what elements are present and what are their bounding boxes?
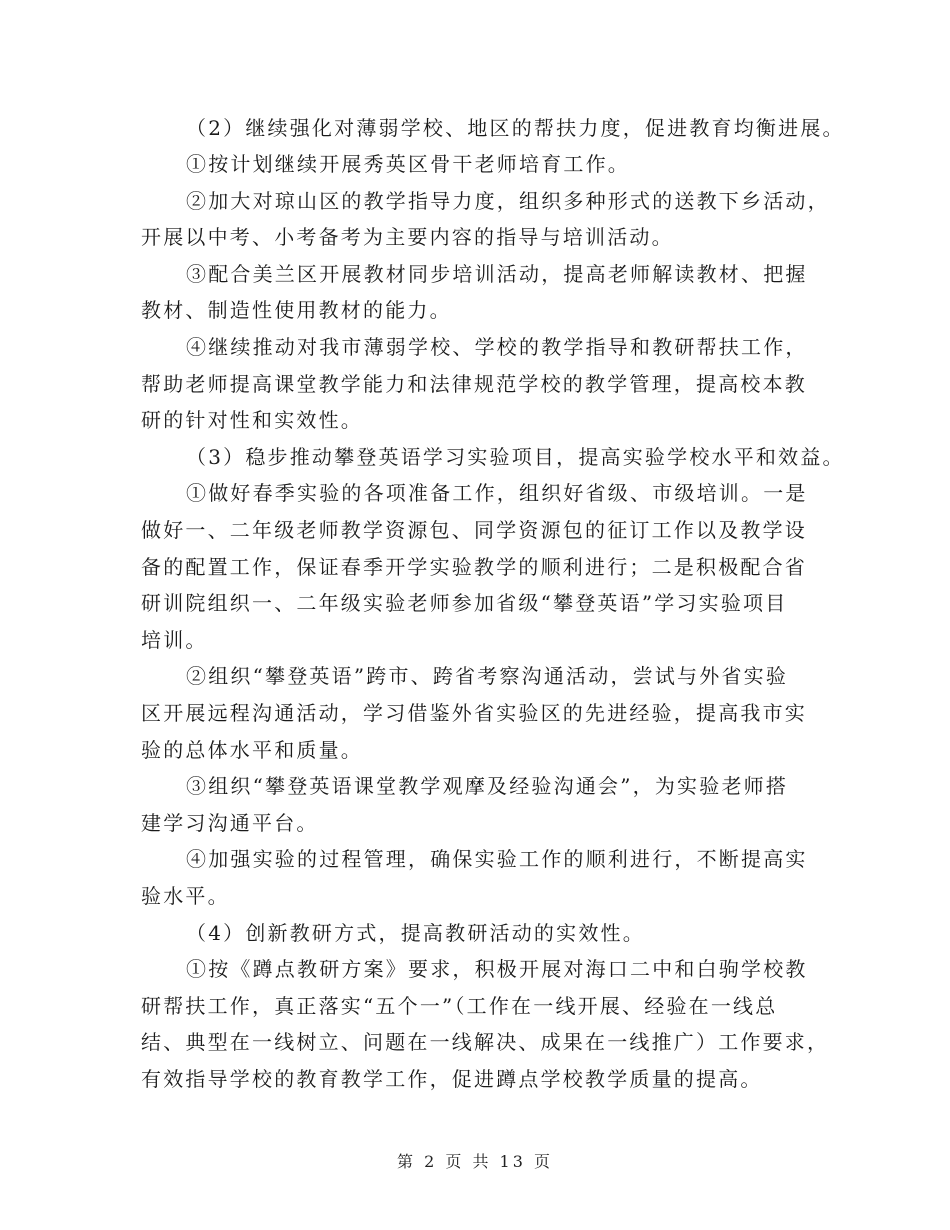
- paragraph-line: 研的针对性和实效性。: [141, 408, 363, 432]
- paragraph-line: 开展以中考、小考备考为主要内容的指导与培训活动。: [141, 225, 674, 249]
- paragraph-line: 建学习沟通平台。: [141, 811, 319, 835]
- paragraph-line: ①按《蹲点教研方案》要求，积极开展对海口二中和白驹学校教: [186, 957, 808, 981]
- paragraph-line: ②加大对琼山区的教学指导力度，组织多种形式的送教下乡活动，: [186, 189, 830, 213]
- page-number-footer: 第 2 页 共 13 页: [397, 1152, 553, 1171]
- paragraph-line: 研帮扶工作，真正落实“五个一”（工作在一线开展、经验在一线总: [141, 994, 778, 1018]
- paragraph-line: （2）继续强化对薄弱学校、地区的帮扶力度，促进教育均衡进展。: [186, 116, 845, 140]
- paragraph-line: ①做好春季实验的各项准备工作，组织好省级、市级培训。一是: [186, 481, 808, 505]
- paragraph-line: ①按计划继续开展秀英区骨干老师培育工作。: [186, 152, 630, 176]
- paragraph-line: ②组织“攀登英语”跨市、跨省考察沟通活动，尝试与外省实验: [186, 664, 789, 688]
- paragraph-line: （4）创新教研方式，提高教研活动的实效性。: [186, 921, 645, 945]
- paragraph-line: （3）稳步推动攀登英语学习实验项目，提高实验学校水平和效益。: [186, 445, 845, 469]
- paragraph-line: 验水平。: [141, 884, 230, 908]
- paragraph-line: 帮助老师提高课堂教学能力和法律规范学校的教学管理，提高校本教: [141, 372, 807, 396]
- paragraph-line: 培训。: [141, 628, 208, 652]
- paragraph-line: 结、典型在一线树立、问题在一线解决、成果在一线推广）工作要求，: [141, 1030, 830, 1054]
- paragraph-line: ③组织“攀登英语课堂教学观摩及经验沟通会”，为实验老师搭: [186, 774, 789, 798]
- paragraph-line: ④继续推动对我市薄弱学校、学校的教学指导和教研帮扶工作，: [186, 335, 808, 359]
- paragraph-line: ④加强实验的过程管理，确保实验工作的顺利进行，不断提高实: [186, 847, 808, 871]
- paragraph-line: 有效指导学校的教育教学工作，促进蹲点学校教学质量的提高。: [141, 1067, 763, 1091]
- paragraph-line: 教材、制造性使用教材的能力。: [141, 298, 452, 322]
- paragraph-line: 研训院组织一、二年级实验老师参加省级“攀登英语”学习实验项目: [141, 591, 788, 615]
- paragraph-line: 做好一、二年级老师教学资源包、同学资源包的征订工作以及教学设: [141, 518, 807, 542]
- paragraph-line: ③配合美兰区开展教材同步培训活动，提高老师解读教材、把握: [186, 262, 808, 286]
- paragraph-line: 验的总体水平和质量。: [141, 738, 363, 762]
- paragraph-line: 区开展远程沟通活动，学习借鉴外省实验区的先进经验，提高我市实: [141, 701, 807, 725]
- paragraph-line: 备的配置工作，保证春季开学实验教学的顺利进行；二是积极配合省: [141, 555, 807, 579]
